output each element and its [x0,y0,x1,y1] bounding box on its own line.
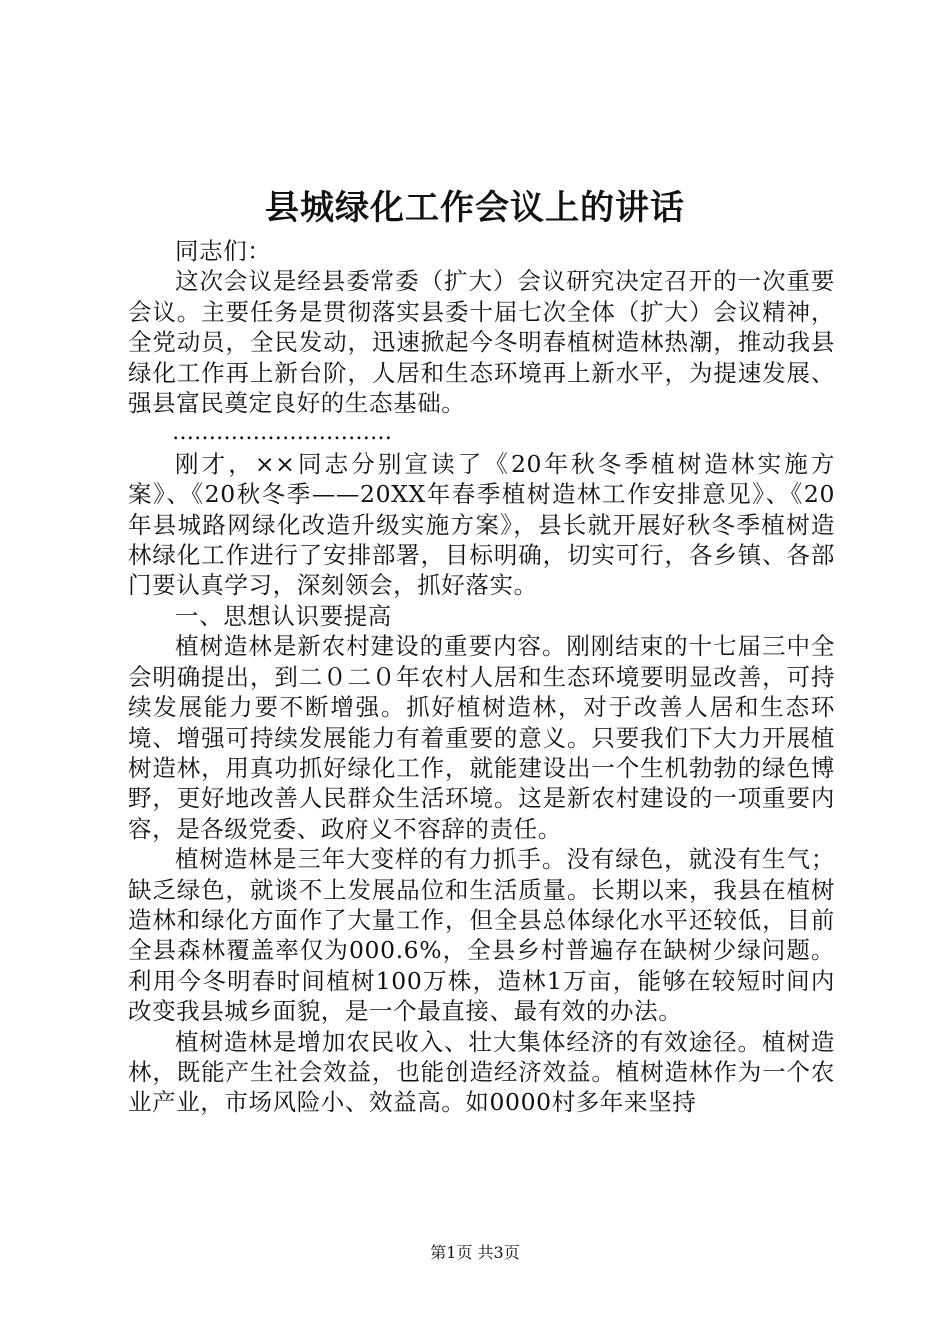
paragraph-summary: 刚才，××同志分别宣读了《20年秋冬季植树造林实施方案》、《20秋冬季——20XX年春季植树造林工作安排意见》、《20年县城路网绿化改造升级实施方案》，县长就开展好秋冬季植树造林绿化工作进行了安排部署，目标明确，切实可行，各乡镇、各部门要认真学习，深刻领会，抓好落实。 [128,449,835,600]
paragraph-body: 植树造林是增加农民收入、壮大集体经济的有效途径。植树造林，既能产生社会效益，也能创造经济效益。植树造林作为一个农业产业，市场风险小、效益高。如0000村多年来坚持 [128,1027,835,1117]
section-heading: 一、思想认识要提高 [175,601,392,630]
paragraph-intro: 这次会议是经县委常委（扩大）会议研究决定召开的一次重要会议。主要任务是贯彻落实县委十届七次全体（扩大）会议精神，全党动员，全民发动，迅速掀起今冬明春植树造林热潮，推动我县绿化工作再上新台阶，人居和生态环境再上新水平，为提速发展、强县富民奠定良好的生态基础。 [128,267,835,418]
document-title: 县城绿化工作会议上的讲话 [265,188,685,228]
paragraph-body: 植树造林是三年大变样的有力抓手。没有绿色，就没有生气；缺乏绿色，就谈不上发展品位和生活质量。长期以来，我县在植树造林和绿化方面作了大量工作，但全县总体绿化水平还较低，目前全县森林覆盖率仅为000.6%，全县乡村普遍存在缺树少绿问题。利用今冬明春时间植树100万株，造林1万亩，能够在较短时间内改变我县城乡面貌，是一个最直接、最有效的办法。 [128,845,835,1026]
paragraph-ellipsis: ………………………… [172,420,392,446]
page-indicator: 第1页 共3页 [430,1243,520,1262]
paragraph-greeting: 同志们： [175,237,272,265]
paragraph-body: 植树造林是新农村建设的重要内容。刚刚结束的十七届三中全会明确提出，到二０二０年农村人居和生态环境要明显改善，可持续发展能力要不断增强。抓好植树造林，对于改善人居和生态环境、增强可持续发展能力有着重要的意义。只要我们下大力开展植树造林，用真功抓好绿化工作，就能建设出一个生机勃勃的绿色博野，更好地改善人民群众生活环境。这是新农村建设的一项重要内容，是各级党委、政府义不容辞的责任。 [128,632,835,843]
document-body [128,236,835,1118]
